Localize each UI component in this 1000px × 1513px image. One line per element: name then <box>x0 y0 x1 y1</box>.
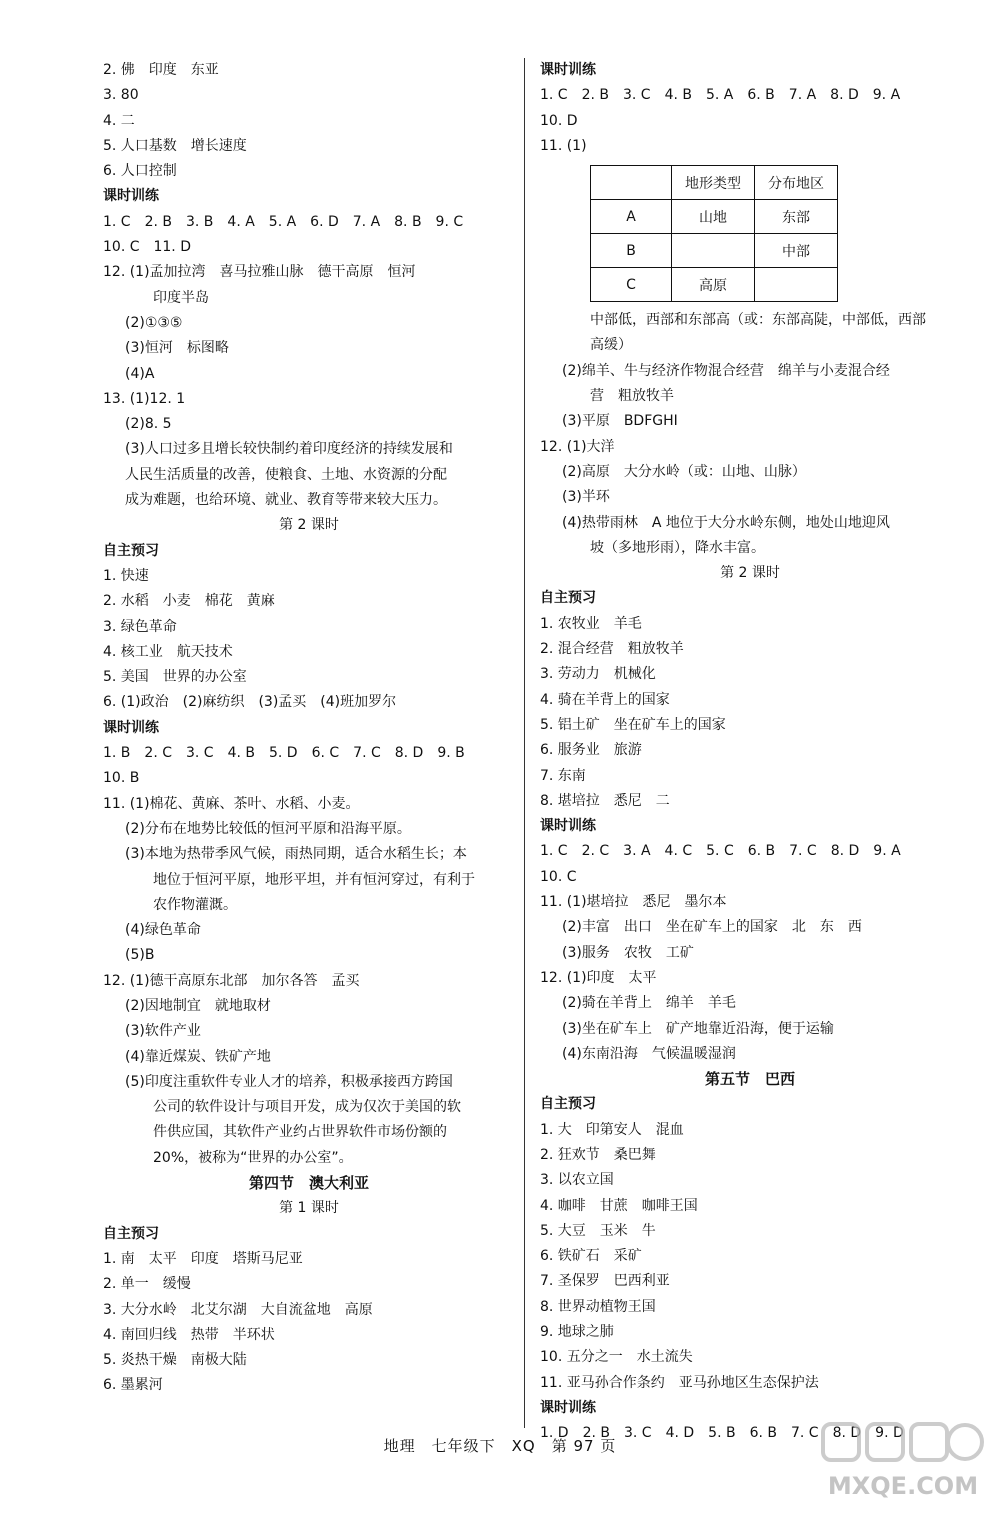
table-header-cell: 地形类型 <box>672 166 755 200</box>
table-cell <box>755 268 838 302</box>
answer-line: 11. 亚马孙合作条约 亚马孙地区生态保护法 <box>540 1374 819 1391</box>
answer-line: (3)坐在矿车上 矿产地靠近沿海，便于运输 <box>562 1020 834 1037</box>
answer-line: 5. 炎热干燥 南极大陆 <box>103 1352 247 1369</box>
page-footer: 地理 七年级下 XQ 第 97 页 <box>383 1437 617 1455</box>
table-cell: 东部 <box>755 200 838 234</box>
table-cell: 山地 <box>672 200 755 234</box>
watermark-text: MXQE.COM <box>827 1472 979 1500</box>
lesson-heading: 第 2 课时 <box>720 565 780 582</box>
subsection-heading: 课时训练 <box>103 188 159 205</box>
answer-line: 4. 咖啡 甘蔗 咖啡王国 <box>540 1197 698 1214</box>
answer-line: (4)A <box>125 365 155 382</box>
answer-line: 1. D 2. B 3. C 4. D 5. B 6. B 7. C 8. D 9. D <box>540 1425 904 1442</box>
answer-line: 4. 二 <box>103 112 135 129</box>
answer-line: (2)因地制宜 就地取材 <box>125 997 271 1014</box>
table-header-row <box>591 166 838 200</box>
answer-line: 1. B 2. C 3. C 4. B 5. D 6. C 7. C 8. D 9. B <box>103 745 465 762</box>
table-cell: B <box>591 234 672 268</box>
table-cell: A <box>591 200 672 234</box>
answer-line: (4)东南沿海 气候温暖湿润 <box>562 1045 736 1062</box>
subsection-heading: 自主预习 <box>103 1225 159 1242</box>
answer-line: 1. 快速 <box>103 567 149 584</box>
subsection-heading: 自主预习 <box>540 1096 596 1113</box>
answer-line: 1. 大 印第安人 混血 <box>540 1121 684 1138</box>
answer-line: 6. 服务业 旅游 <box>540 742 642 759</box>
answer-line: 3. 以农立国 <box>540 1172 614 1189</box>
answer-line: 2. 狂欢节 桑巴舞 <box>540 1146 656 1163</box>
answer-line: 人民生活质量的改善，使粮食、土地、水资源的分配 <box>125 466 447 483</box>
answer-line: (3)恒河 标图略 <box>125 340 229 357</box>
answer-line: 12. (1)大洋 <box>540 438 615 455</box>
answer-line: 中部低，西部和东部高（或：东部高陡，中部低，西部 <box>590 312 926 329</box>
answer-line: 5. 美国 世界的办公室 <box>103 669 247 686</box>
answer-line: 10. C <box>540 868 577 885</box>
table-cell: 中部 <box>755 234 838 268</box>
answer-line: 3. 绿色革命 <box>103 618 177 635</box>
answer-line: 营 粗放牧羊 <box>590 388 674 405</box>
answer-line: (4)靠近煤炭、铁矿产地 <box>125 1048 271 1065</box>
answer-line: 11. (1)堪培拉 悉尼 墨尔本 <box>540 894 727 911</box>
answer-line: (3)平原 BDFGHI <box>562 413 678 430</box>
answer-line: 公司的软件设计与项目开发，成为仅次于美国的软 <box>153 1099 461 1116</box>
answer-line: (2)分布在地势比较低的恒河平原和沿海平原。 <box>125 820 411 837</box>
answer-line: 10. 五分之一 水土流失 <box>540 1349 693 1366</box>
answer-line: 5. 铝土矿 坐在矿车上的国家 <box>540 716 726 733</box>
table-header-cell <box>591 166 672 200</box>
answer-line: 2. 混合经营 粗放牧羊 <box>540 641 684 658</box>
answer-line: 9. 地球之肺 <box>540 1324 614 1341</box>
answer-line: 10. D <box>540 112 578 129</box>
table-cell <box>672 234 755 268</box>
subsection-heading: 课时训练 <box>540 62 596 78</box>
answer-line: (3)本地为热带季风气候，雨热同期，适合水稻生长；本 <box>125 846 467 863</box>
table-row <box>591 268 838 302</box>
table-header-cell: 分布地区 <box>755 166 838 200</box>
answer-line: 3. 80 <box>103 87 139 104</box>
subsection-heading: 课时训练 <box>540 1399 596 1416</box>
answer-line: (2)骑在羊背上 绵羊 羊毛 <box>562 995 736 1012</box>
answer-line: (3)服务 农牧 工矿 <box>562 944 694 961</box>
answer-line: 2. 水稻 小麦 棉花 黄麻 <box>103 593 275 610</box>
answer-line: (2)绵羊、牛与经济作物混合经营 绵羊与小麦混合经 <box>562 362 890 379</box>
answer-line: 件供应国，其软件产业约占世界软件市场份额的 <box>153 1124 447 1141</box>
answer-line: 农作物灌溉。 <box>153 896 237 913</box>
answer-line: (3)人口过多且增长较快制约着印度经济的持续发展和 <box>125 441 453 458</box>
lesson-heading: 第 2 课时 <box>279 517 339 534</box>
answer-line: 5. 大豆 玉米 牛 <box>540 1222 656 1239</box>
answer-line: (2)丰富 出口 坐在矿车上的国家 北 东 西 <box>562 919 862 936</box>
answer-line: (3)半环 <box>562 489 610 506</box>
lesson-heading: 第 1 课时 <box>279 1200 339 1217</box>
answer-line: 12. (1)孟加拉湾 喜马拉雅山脉 德干高原 恒河 <box>103 264 416 281</box>
answer-line: 印度半岛 <box>153 289 209 306</box>
answer-line: (4)热带雨林 A 地位于大分水岭东侧，地处山地迎风 <box>562 514 890 531</box>
answer-line: 3. 劳动力 机械化 <box>540 666 656 683</box>
answer-line: 13. (1)12. 1 <box>103 390 186 407</box>
answer-line: (4)绿色革命 <box>125 922 201 939</box>
answer-line: 12. (1)德干高原东北部 加尔各答 孟买 <box>103 972 360 989</box>
answer-line: 1. C 2. B 3. B 4. A 5. A 6. D 7. A 8. B 9. C <box>103 213 464 230</box>
answer-line: 2. 佛 印度 东亚 <box>103 62 219 78</box>
answer-line: 高缓） <box>590 337 632 354</box>
answer-line: 8. 堪培拉 悉尼 二 <box>540 792 670 809</box>
answer-line: (2)高原 大分水岭（或：山地、山脉） <box>562 463 806 480</box>
table-cell: C <box>591 268 672 302</box>
answer-line: 11. (1)棉花、黄麻、茶叶、水稻、小麦。 <box>103 795 360 812</box>
table-row <box>591 234 838 268</box>
answer-line: 1. 农牧业 羊毛 <box>540 615 642 632</box>
answer-line: 11. (1) <box>540 137 587 154</box>
answer-line: 5. 人口基数 增长速度 <box>103 137 247 154</box>
answer-line: (5)印度注重软件专业人才的培养，积极承接西方跨国 <box>125 1073 453 1090</box>
answer-line: 1. C 2. C 3. A 4. C 5. C 6. B 7. C 8. D 9. A <box>540 843 901 860</box>
answer-line: (2)8. 5 <box>125 416 172 433</box>
answer-line: 6. 人口控制 <box>103 163 177 180</box>
answer-line: 4. 骑在羊背上的国家 <box>540 691 670 708</box>
table-cell: 高原 <box>672 268 755 302</box>
answer-line: 4. 南回归线 热带 半环状 <box>103 1326 275 1343</box>
subsection-heading: 自主预习 <box>103 542 159 559</box>
answer-line: 8. 世界动植物王国 <box>540 1298 656 1315</box>
right-column <box>540 58 960 1447</box>
answer-line: (5)B <box>125 947 155 964</box>
answer-line: 7. 圣保罗 巴西利亚 <box>540 1273 670 1290</box>
answer-line: 10. C 11. D <box>103 239 191 256</box>
subsection-heading: 课时训练 <box>103 719 159 736</box>
answer-line: 12. (1)印度 太平 <box>540 969 657 986</box>
answer-line: 6. 铁矿石 采矿 <box>540 1248 642 1265</box>
answer-line: 1. 南 太平 印度 塔斯马尼亚 <box>103 1250 303 1267</box>
right-column-bottom <box>540 308 960 1446</box>
subsection-heading: 自主预习 <box>540 590 596 607</box>
answer-line: 4. 核工业 航天技术 <box>103 643 233 660</box>
answer-line: 3. 大分水岭 北艾尔湖 大自流盆地 高原 <box>103 1301 373 1318</box>
right-column-top <box>540 58 960 159</box>
watermark-logo <box>815 1418 990 1506</box>
answer-line: 地位于恒河平原，地形平坦，并有恒河穿过，有利于 <box>153 871 475 888</box>
answer-line: 7. 东南 <box>540 767 586 784</box>
answer-line: 2. 单一 缓慢 <box>103 1276 191 1293</box>
answer-line: 20%，被称为“世界的办公室”。 <box>153 1149 353 1166</box>
answer-line: 坡（多地形雨），降水丰富。 <box>590 539 765 556</box>
answer-line: 成为难题，也给环境、就业、教育等带来较大压力。 <box>125 492 447 509</box>
answer-line: 6. (1)政治 (2)麻纺织 (3)孟买 (4)班加罗尔 <box>103 694 397 711</box>
subsection-heading: 课时训练 <box>540 818 596 835</box>
answer-line: 10. B <box>103 770 140 787</box>
column-divider <box>524 58 525 1428</box>
table-row <box>591 200 838 234</box>
section-heading: 第四节 澳大利亚 <box>248 1174 369 1193</box>
left-column <box>103 58 515 1399</box>
section-heading: 第五节 巴西 <box>704 1070 795 1089</box>
answer-line: 1. C 2. B 3. C 4. B 5. A 6. B 7. A 8. D 9. A <box>540 87 901 104</box>
terrain-table <box>590 165 838 302</box>
answer-line: 6. 墨累河 <box>103 1377 163 1394</box>
answer-line: (3)软件产业 <box>125 1023 201 1040</box>
answer-line: (2)①③⑤ <box>125 314 183 331</box>
